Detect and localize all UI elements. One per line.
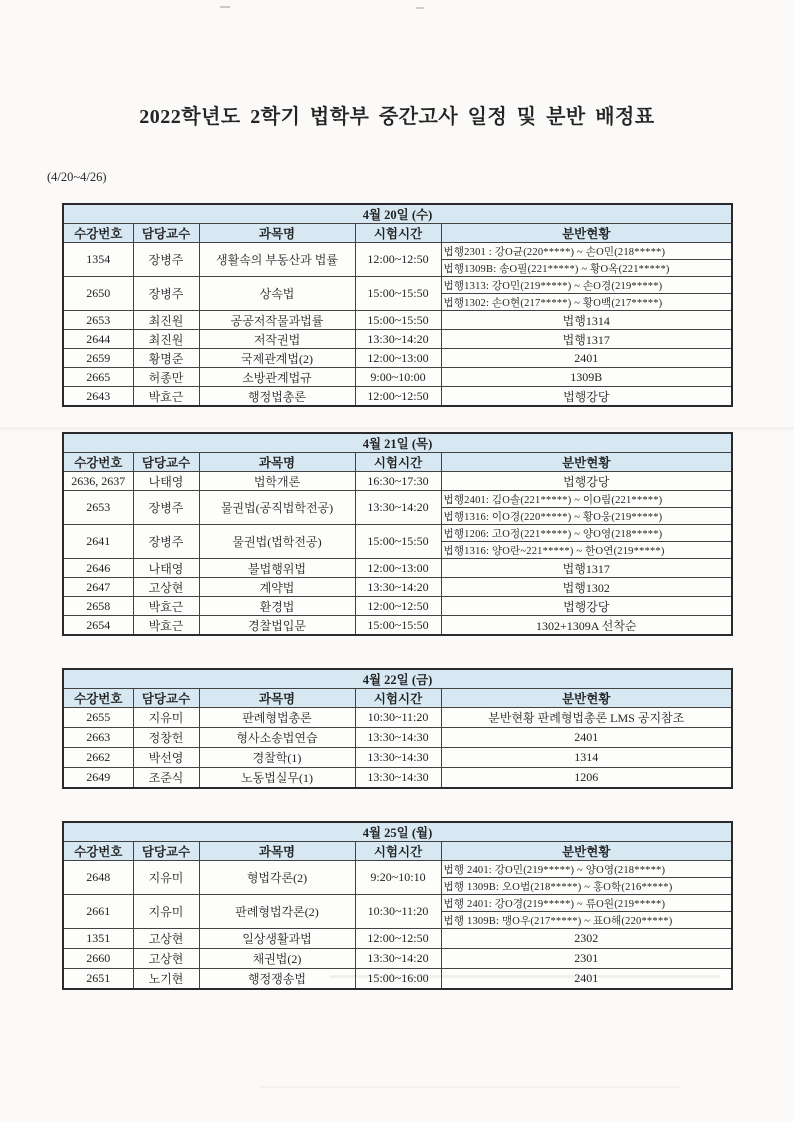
cell-course-no: 2647 — [63, 578, 133, 597]
cell-subject: 판례형법총론 — [199, 708, 355, 728]
cell-professor: 장병주 — [133, 491, 199, 525]
column-header-4: 분반현황 — [441, 453, 732, 472]
cell-course-no: 2643 — [63, 387, 133, 407]
scan-artifact — [260, 1086, 680, 1088]
cell-time: 12:00~13:00 — [355, 349, 441, 368]
cell-section: 법행1317 — [441, 330, 732, 349]
cell-course-no: 1351 — [63, 929, 133, 949]
column-header-row — [63, 842, 732, 861]
cell-section: 법행 1309B: 오O범(218*****) ~ 홍O학(216*****) — [441, 878, 732, 895]
cell-time: 12:00~12:50 — [355, 597, 441, 616]
cell-course-no: 2649 — [63, 768, 133, 789]
table-row — [63, 895, 732, 912]
cell-section: 법행1302: 손O현(217*****) ~ 황O백(217*****) — [441, 294, 732, 311]
cell-professor: 최진원 — [133, 311, 199, 330]
table-date-header: 4월 21일 (목) — [63, 433, 732, 453]
cell-professor: 노기현 — [133, 969, 199, 990]
column-header-row — [63, 224, 732, 243]
table-row — [63, 728, 732, 748]
cell-time: 10:30~11:20 — [355, 708, 441, 728]
cell-subject: 상속법 — [199, 277, 355, 311]
cell-course-no: 2650 — [63, 277, 133, 311]
cell-course-no: 2655 — [63, 708, 133, 728]
cell-subject: 채권법(2) — [199, 949, 355, 969]
cell-professor: 최진원 — [133, 330, 199, 349]
table-date-header: 4월 20일 (수) — [63, 204, 732, 224]
exam-table-day-2 — [62, 432, 733, 636]
cell-section: 법행2301 : 강O균(220*****) ~ 손O민(218*****) — [441, 243, 732, 260]
cell-course-no: 2653 — [63, 311, 133, 330]
table-row — [63, 861, 732, 878]
cell-professor: 고상현 — [133, 929, 199, 949]
cell-subject: 노동법실무(1) — [199, 768, 355, 789]
cell-section: 1314 — [441, 748, 732, 768]
cell-professor: 장병주 — [133, 525, 199, 559]
table-row — [63, 969, 732, 990]
scan-artifact — [220, 6, 230, 8]
cell-subject: 물권법(법학전공) — [199, 525, 355, 559]
cell-course-no: 2654 — [63, 616, 133, 636]
cell-professor: 지유미 — [133, 708, 199, 728]
cell-section: 법행강당 — [441, 472, 732, 491]
column-header-0: 수강번호 — [63, 689, 133, 708]
column-header-1: 담당교수 — [133, 453, 199, 472]
cell-professor: 장병주 — [133, 243, 199, 277]
cell-subject: 일상생활과법 — [199, 929, 355, 949]
cell-time: 15:00~15:50 — [355, 277, 441, 311]
cell-professor: 박선영 — [133, 748, 199, 768]
cell-section: 2401 — [441, 349, 732, 368]
date-header-row — [63, 204, 732, 224]
table-row — [63, 349, 732, 368]
cell-subject: 계약법 — [199, 578, 355, 597]
cell-time: 15:00~15:50 — [355, 525, 441, 559]
cell-section: 법행강당 — [441, 597, 732, 616]
cell-course-no: 2641 — [63, 525, 133, 559]
cell-section: 2401 — [441, 728, 732, 748]
column-header-2: 과목명 — [199, 842, 355, 861]
table-row — [63, 949, 732, 969]
table-row — [63, 768, 732, 789]
cell-section: 1206 — [441, 768, 732, 789]
table-row — [63, 616, 732, 636]
cell-course-no: 2659 — [63, 349, 133, 368]
cell-subject: 공공저작물과법률 — [199, 311, 355, 330]
column-header-0: 수강번호 — [63, 842, 133, 861]
cell-course-no: 2636, 2637 — [63, 472, 133, 491]
table-row — [63, 578, 732, 597]
cell-subject: 판례형법각론(2) — [199, 895, 355, 929]
cell-subject: 경찰법입문 — [199, 616, 355, 636]
cell-section: 법행1314 — [441, 311, 732, 330]
column-header-3: 시험시간 — [355, 842, 441, 861]
column-header-2: 과목명 — [199, 689, 355, 708]
cell-section: 2301 — [441, 949, 732, 969]
cell-course-no: 2662 — [63, 748, 133, 768]
cell-professor: 정창헌 — [133, 728, 199, 748]
table-row — [63, 597, 732, 616]
cell-section: 법행1316: 이O경(220*****) ~ 황O웅(219*****) — [441, 508, 732, 525]
cell-time: 15:00~15:50 — [355, 616, 441, 636]
cell-section: 법행1317 — [441, 559, 732, 578]
scan-artifact — [0, 427, 794, 430]
cell-section: 2302 — [441, 929, 732, 949]
cell-course-no: 2651 — [63, 969, 133, 990]
cell-section: 분반현황 판례형법총론 LMS 공지참조 — [441, 708, 732, 728]
table-row — [63, 491, 732, 508]
date-header-row — [63, 669, 732, 689]
cell-time: 9:20~10:10 — [355, 861, 441, 895]
cell-time: 16:30~17:30 — [355, 472, 441, 491]
cell-course-no: 2646 — [63, 559, 133, 578]
table-row — [63, 748, 732, 768]
cell-subject: 법학개론 — [199, 472, 355, 491]
date-range-label: (4/20~4/26) — [47, 170, 107, 184]
table-row — [63, 243, 732, 260]
table-row — [63, 387, 732, 407]
cell-professor: 박효근 — [133, 597, 199, 616]
column-header-row — [63, 689, 732, 708]
cell-time: 15:00~15:50 — [355, 311, 441, 330]
cell-course-no: 2660 — [63, 949, 133, 969]
column-header-1: 담당교수 — [133, 842, 199, 861]
scan-artifact — [416, 7, 424, 9]
cell-subject: 행정법총론 — [199, 387, 355, 407]
table-row — [63, 472, 732, 491]
cell-subject: 환경법 — [199, 597, 355, 616]
cell-professor: 황명준 — [133, 349, 199, 368]
exam-table-day-4 — [62, 821, 733, 990]
cell-section: 법행1302 — [441, 578, 732, 597]
column-header-row — [63, 453, 732, 472]
cell-subject: 형사소송법연습 — [199, 728, 355, 748]
table-row — [63, 311, 732, 330]
cell-time: 13:30~14:30 — [355, 728, 441, 748]
cell-section: 법행1206: 고O정(221*****) ~ 양O영(218*****) — [441, 525, 732, 542]
cell-subject: 불법행위법 — [199, 559, 355, 578]
cell-time: 13:30~14:20 — [355, 949, 441, 969]
cell-professor: 허종만 — [133, 368, 199, 387]
table-row — [63, 708, 732, 728]
table-row — [63, 368, 732, 387]
cell-time: 15:00~16:00 — [355, 969, 441, 990]
cell-time: 13:30~14:30 — [355, 768, 441, 789]
cell-subject: 소방관계법규 — [199, 368, 355, 387]
table-row — [63, 929, 732, 949]
cell-course-no: 2663 — [63, 728, 133, 748]
cell-time: 12:00~12:50 — [355, 243, 441, 277]
cell-time: 12:00~12:50 — [355, 387, 441, 407]
cell-section: 법행1313: 강O민(219*****) ~ 손O경(219*****) — [441, 277, 732, 294]
cell-section: 법행1316: 양O란~221*****) ~ 한O연(219*****) — [441, 542, 732, 559]
cell-course-no: 2665 — [63, 368, 133, 387]
cell-section: 법행1309B: 송O필(221*****) ~ 황O옥(221*****) — [441, 260, 732, 277]
column-header-1: 담당교수 — [133, 689, 199, 708]
cell-subject: 물권법(공직법학전공) — [199, 491, 355, 525]
column-header-2: 과목명 — [199, 453, 355, 472]
table-row — [63, 559, 732, 578]
exam-table-day-3 — [62, 668, 733, 789]
cell-professor: 장병주 — [133, 277, 199, 311]
cell-course-no: 2653 — [63, 491, 133, 525]
column-header-0: 수강번호 — [63, 224, 133, 243]
cell-subject: 형법각론(2) — [199, 861, 355, 895]
cell-course-no: 2661 — [63, 895, 133, 929]
column-header-1: 담당교수 — [133, 224, 199, 243]
table-row — [63, 525, 732, 542]
cell-professor: 고상현 — [133, 949, 199, 969]
cell-time: 9:00~10:00 — [355, 368, 441, 387]
table-row — [63, 277, 732, 294]
cell-course-no: 2658 — [63, 597, 133, 616]
date-header-row — [63, 822, 732, 842]
cell-subject: 저작권법 — [199, 330, 355, 349]
cell-time: 13:30~14:20 — [355, 578, 441, 597]
cell-section: 2401 — [441, 969, 732, 990]
cell-time: 12:00~13:00 — [355, 559, 441, 578]
cell-course-no: 2648 — [63, 861, 133, 895]
column-header-3: 시험시간 — [355, 689, 441, 708]
cell-section: 법행 2401: 강O경(219*****) ~ 류O원(219*****) — [441, 895, 732, 912]
cell-section: 법행 2401: 강O민(219*****) ~ 양O영(218*****) — [441, 861, 732, 878]
column-header-2: 과목명 — [199, 224, 355, 243]
cell-section: 1302+1309A 선착순 — [441, 616, 732, 636]
cell-course-no: 2644 — [63, 330, 133, 349]
column-header-0: 수강번호 — [63, 453, 133, 472]
column-header-3: 시험시간 — [355, 224, 441, 243]
cell-time: 12:00~12:50 — [355, 929, 441, 949]
exam-table-day-1 — [62, 203, 733, 407]
cell-time: 10:30~11:20 — [355, 895, 441, 929]
column-header-4: 분반현황 — [441, 689, 732, 708]
column-header-4: 분반현황 — [441, 224, 732, 243]
cell-subject: 행정쟁송법 — [199, 969, 355, 990]
cell-subject: 경찰학(1) — [199, 748, 355, 768]
cell-course-no: 1354 — [63, 243, 133, 277]
cell-time: 13:30~14:30 — [355, 748, 441, 768]
cell-subject: 국제관계법(2) — [199, 349, 355, 368]
cell-professor: 고상현 — [133, 578, 199, 597]
cell-time: 13:30~14:20 — [355, 330, 441, 349]
cell-professor: 지유미 — [133, 861, 199, 895]
cell-section: 1309B — [441, 368, 732, 387]
page-title: 2022학년도 2학기 법학부 중간고사 일정 및 분반 배정표 — [139, 106, 655, 128]
cell-time: 13:30~14:20 — [355, 491, 441, 525]
column-header-3: 시험시간 — [355, 453, 441, 472]
cell-subject: 생활속의 부동산과 법률 — [199, 243, 355, 277]
cell-professor: 박효근 — [133, 616, 199, 636]
cell-professor: 조준식 — [133, 768, 199, 789]
cell-section: 법행강당 — [441, 387, 732, 407]
cell-section: 법행 1309B: 맹O우(217*****) ~ 표O해(220*****) — [441, 912, 732, 929]
cell-professor: 나태영 — [133, 472, 199, 491]
column-header-4: 분반현황 — [441, 842, 732, 861]
cell-section: 법행2401: 김O솔(221*****) ~ 이O림(221*****) — [441, 491, 732, 508]
table-date-header: 4월 25일 (월) — [63, 822, 732, 842]
cell-professor: 박효근 — [133, 387, 199, 407]
table-date-header: 4월 22일 (금) — [63, 669, 732, 689]
cell-professor: 지유미 — [133, 895, 199, 929]
cell-professor: 나태영 — [133, 559, 199, 578]
table-row — [63, 330, 732, 349]
date-header-row — [63, 433, 732, 453]
